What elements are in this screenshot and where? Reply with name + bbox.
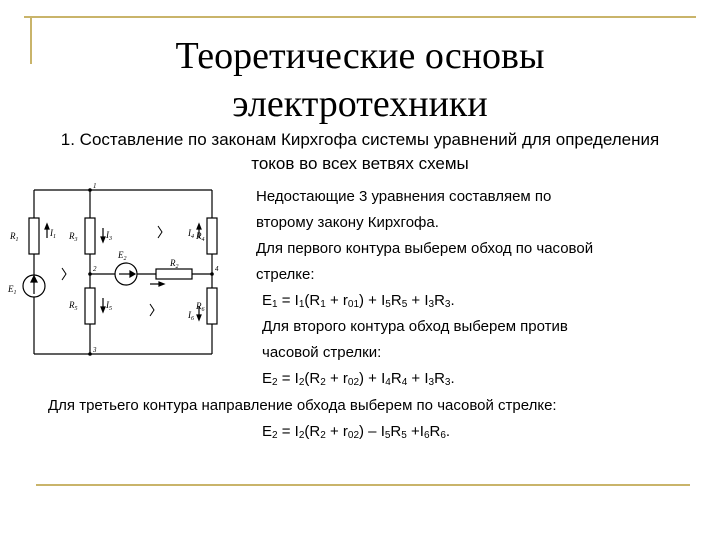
slide-subtitle: 1. Составление по законам Кирхгофа системы уравнений для определения токов во всех ветвях схемы [60, 130, 660, 173]
top-rule [24, 16, 696, 18]
slide-title: Теоретические основы электротехники [175, 35, 545, 125]
resistor-r6 [207, 288, 217, 324]
label-e1: $E_1$ [8, 284, 17, 296]
label-e2: $E_2$ [118, 250, 127, 262]
label-r4: $R_4$ [196, 231, 205, 243]
left-rule [30, 16, 32, 64]
resistor-r5 [85, 288, 95, 324]
bottom-rule [36, 484, 690, 486]
text-line-1: Недостающие 3 уравнения составляем по [256, 188, 552, 205]
text-line-7: Для третьего контура направление обхода выберем по часовой стрелке: [48, 397, 557, 414]
circuit-diagram [0, 178, 250, 364]
label-r3: $R_3$ [69, 231, 78, 243]
resistor-r3 [85, 218, 95, 254]
label-i6: $I_6$ [188, 310, 194, 322]
equation-1: $E_1 = I_1(R_1 + r_{01}) + I_5R_5 + I_3R_3$. [262, 292, 455, 310]
text-line-2: второму закону Кирхгофа. [256, 214, 439, 231]
text-line-4: стрелке: [256, 266, 315, 283]
label-r5: $R_5$ [69, 300, 78, 312]
resistor-r1 [29, 218, 39, 254]
resistor-r4 [207, 218, 217, 254]
label-r1: $R_1$ [10, 231, 19, 243]
label-r6: $R_6$ [196, 301, 205, 313]
equation-3: $E_2 = I_2(R_2 + r_{02}) - I_5R_5 +I_6R_6$. [262, 423, 451, 441]
text-line-3: Для первого контура выберем обход по часовой [256, 240, 594, 257]
label-i5: $I_5$ [106, 300, 112, 312]
resistor-r2 [156, 269, 192, 279]
label-i4: $I_4$ [188, 228, 194, 240]
text-line-5: Для второго контура обход выберем против [262, 318, 568, 335]
node-1: 1 [93, 182, 97, 190]
label-r2: $R_2$ [170, 258, 179, 270]
text-line-6: часовой стрелки: [262, 344, 382, 361]
node-4: 4 [215, 265, 219, 273]
equation-2: $E_2 = I_2(R_2 + r_{02}) + I_4R_4 + I_3R_3$. [262, 370, 455, 388]
label-i3: $I_3$ [106, 230, 112, 242]
node-3: 3 [93, 346, 97, 354]
label-i1: $I_1$ [50, 228, 56, 240]
node-2: 2 [93, 265, 97, 273]
